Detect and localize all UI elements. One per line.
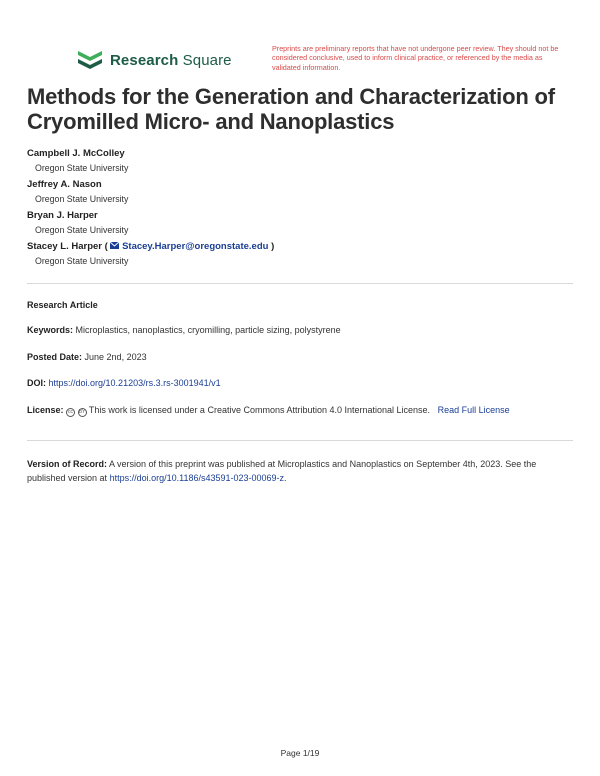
logo-wordmark: Research Square [110,51,232,69]
version-of-record-text: A version of this preprint was published at Microplastics and Nanoplastics on September 4th, 2023. See the published version at [27,459,537,483]
research-square-logo[interactable] [76,48,232,72]
author-affiliation: Oregon State University [35,163,129,173]
license-label: License: [27,405,64,415]
author-item [27,177,567,208]
read-full-license-link[interactable]: Read Full License [437,405,510,415]
version-of-record-block: Version of Record: A version of this preprint was published at Microplastics and Nanoplastics on September 4th, 2023. See the published version at https://doi.org/10.1186/s43591-023-00069-z. [27,459,537,483]
doi-line [27,377,573,391]
author-name: Jeffrey A. Nason [27,179,102,190]
posted-date-value: June 2nd, 2023 [84,352,147,362]
license-text: This work is licensed under a Creative Commons Attribution 4.0 International License. [88,405,431,415]
keywords-value: Microplastics, nanoplastics, cryomilling, particle sizing, polystyrene [75,325,341,335]
author-item [27,146,567,177]
version-of-record-label: Version of Record: [27,459,108,469]
envelope-icon [110,242,119,249]
article-type: Research Article [27,300,98,310]
posted-date-label: Posted Date: [27,352,83,362]
author-list [27,146,567,270]
author-email-link[interactable]: Stacey.Harper@oregonstate.edu [110,241,271,252]
keywords-line [27,324,573,338]
author-affiliation: Oregon State University [35,225,129,235]
preprint-disclaimer: Preprints are preliminary reports that have not undergone peer review. They should not be considered conclusive, used to inform clinical practice, or referenced by the media as validated information. [272,44,559,72]
author-name: Stacey L. Harper [27,241,102,252]
doi-link[interactable]: https://doi.org/10.21203/rs.3.rs-3001941/v1 [48,378,221,388]
author-name: Bryan J. Harper [27,210,98,221]
keywords-label: Keywords: [27,325,74,335]
page-number: Page 1/19 [280,748,320,758]
divider [27,283,573,284]
doi-label: DOI: [27,378,46,388]
author-item [27,239,567,270]
license-block [27,404,573,418]
research-square-logo-icon [76,48,104,72]
published-version-link[interactable]: https://doi.org/10.1186/s43591-023-00069-z [109,472,285,483]
creative-commons-icon: cc [68,409,74,415]
author-affiliation: Oregon State University [35,256,129,266]
author-name-with-email: Stacey L. Harper ( Stacey.Harper@oregonstate.edu ) [27,241,275,252]
author-name: Campbell J. McColley [27,148,125,159]
author-item [27,208,567,239]
divider [27,440,573,441]
author-affiliation: Oregon State University [35,194,129,204]
posted-date-line [27,351,573,365]
paper-title: Methods for the Generation and Characterization of Cryomilled Micro- and Nanoplastics [27,84,555,134]
attribution-icon: BY [78,409,86,415]
